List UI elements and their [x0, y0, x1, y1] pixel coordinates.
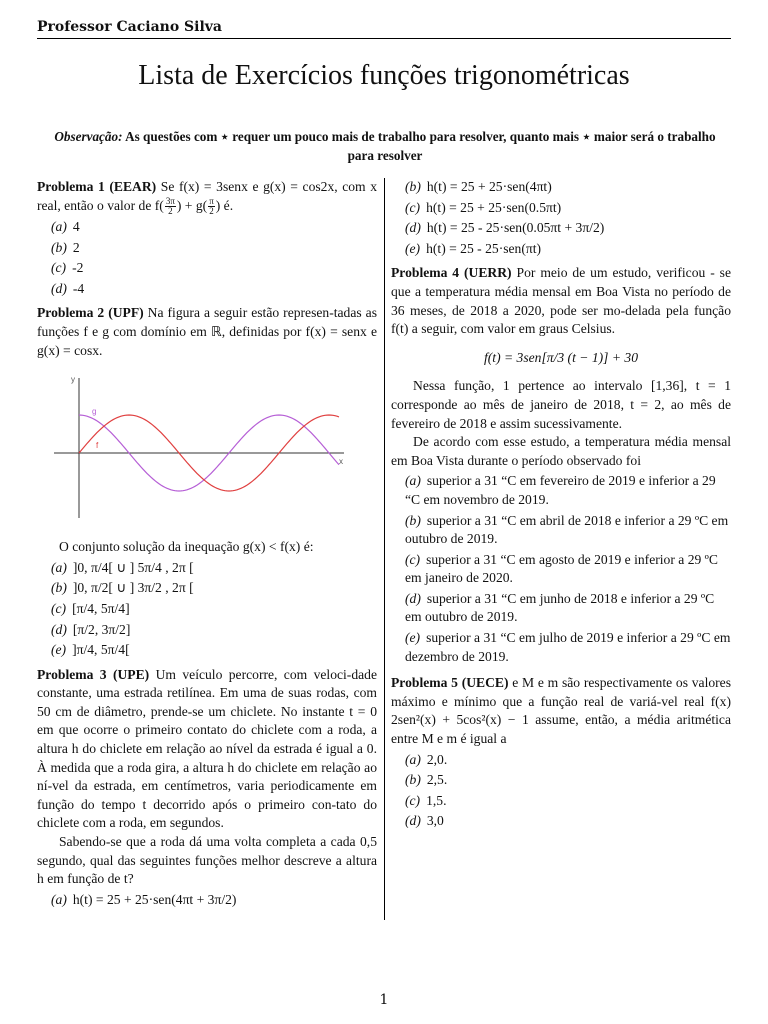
problem-4-text2: Nessa função, 1 pertence ao intervalo [1,36], t = 1 corresponde ao mês de janeiro de 2018, t = 2, ao mês de fevereiro de 2018 e assim sucessivamente.: [391, 378, 731, 431]
option: (b) 2,5.: [405, 772, 448, 788]
problem-5-title: Problema 5: [391, 675, 458, 691]
fraction: $\frac{3\pi}{2}$: [165, 195, 175, 216]
g-label: g: [92, 407, 97, 417]
option: (b) h(t) = 25 + 25·sen(4πt): [405, 179, 552, 194]
option: (e) h(t) = 25 - 25·sen(πt): [405, 240, 542, 256]
problem-4-source: (UERR): [464, 265, 512, 281]
f-label: f: [96, 441, 99, 451]
sine-cosine-figure: [49, 368, 349, 528]
problem-1-title: Problema 1: [37, 179, 105, 194]
option: (d) -4: [51, 280, 85, 296]
option: (c) [π/4, 5π/4]: [51, 600, 130, 616]
problem-1-source: (EEAR): [109, 179, 157, 194]
option: (b) 2: [51, 239, 80, 255]
right-column: [391, 178, 731, 831]
option: (d) h(t) = 25 - 25·sen(0.05πt + 3π/2): [405, 220, 605, 236]
option: (c) 1,5.: [405, 792, 447, 808]
author-name: Professor Caciano Silva: [37, 19, 222, 35]
problem-4-title: Problema 4: [391, 265, 460, 281]
temperature-equation: f(t) = 3sen[π/3 (t − 1)] + 30: [483, 349, 639, 365]
problem-4-text: Por meio de um estudo, verificou - se que a temperatura média mensal em Boa Vista no período de 36 meses, de 2018 a 2020, pode ser mo-delada pela função f(t) a seguir, com valor em graus Celsius.: [391, 265, 731, 337]
option: (e) ]π/4, 5π/4[: [51, 642, 130, 658]
problem-3-title: Problema 3: [37, 666, 107, 682]
problem-2-title: Problema 2: [37, 305, 105, 321]
problem-5: [391, 674, 731, 831]
option: (d) 3,0: [405, 813, 444, 829]
option: (e) superior a 31 “C em julho de 2019 e inferior a 29 ºC em dezembro de 2019.: [405, 630, 731, 664]
option: (a) superior a 31 “C em fevereiro de 2019 e inferior a 29 “C em novembro de 2019.: [405, 473, 716, 507]
problem-1-text-a: Se f(x) = 3senx e g(x) = cos2x, com x real, então o valor de f(: [37, 179, 378, 213]
column-divider: [384, 178, 385, 920]
observation-text: As questões com ⋆ requer um pouco mais de trabalho para resolver, quanto mais ⋆ maior será o trabalho para resolver: [125, 129, 716, 163]
problem-1-text-b: ) + g(: [176, 197, 208, 213]
document-title: Lista de Exercícios funções trigonométricas: [138, 60, 630, 91]
option: (c) h(t) = 25 + 25·sen(0.5πt): [405, 199, 562, 215]
option: (a) h(t) = 25 + 25·sen(4πt + 3π/2): [51, 891, 237, 907]
option: (a) 4: [51, 218, 80, 234]
page-number: 1: [379, 992, 389, 1008]
option: (c) superior a 31 “C em agosto de 2019 e inferior a 29 ºC em janeiro de 2020.: [405, 551, 718, 586]
problem-2-text: Na figura a seguir estão represen-tadas as funções f e g com domínio em ℝ, definidas por f(x) = senx e g(x) = cosx.: [37, 305, 377, 358]
option: (b) ]0, π/2[ ∪ ] 3π/2 , 2π [: [51, 580, 194, 596]
problem-4: [391, 264, 731, 666]
problem-3-text: Um veículo percorre, com veloci-dade constante, uma estrada retilínea. Em uma de suas rodas, com 50 cm de diâmetro, prende-se um chiclete. No instante t = 0 em que ocorre o primeiro contato do chiclete com a roda, a altura h do chiclete em relação ao nível da estrada é igual a 0. À medida que a roda gira, a altura h do chiclete em relação ao ní-vel da estrada, em centímetros, varia periodicamente em função do tempo t decorrido após o primeiro con-tato do chiclete com a roda, em segundos.: [37, 666, 377, 831]
trig-graph: [49, 368, 349, 528]
problem-5-source: (UECE): [461, 675, 509, 691]
option: (b) superior a 31 “C em abril de 2018 e inferior a 29 ºC em outubro de 2019.: [405, 512, 729, 547]
problem-2-source: (UPF): [108, 305, 144, 321]
page-header: [37, 16, 731, 39]
option: (a) ]0, π/4[ ∪ ] 5π/4 , 2π [: [51, 559, 194, 575]
fraction: $\frac{\pi}{2}$: [209, 195, 214, 216]
problem-3-text2: Sabendo-se que a roda dá uma volta completa a cada 0,5 segundo, qual das seguintes funções melhor descreve a altura h em função de t?: [37, 834, 377, 887]
problem-1: [37, 178, 377, 298]
y-axis-label: y: [71, 375, 75, 385]
problem-3: [37, 666, 377, 910]
option: (a) 2,0.: [405, 751, 448, 767]
option: (d) superior a 31 “C em junho de 2018 e inferior a 29 ºC em outubro de 2019.: [405, 590, 715, 625]
observation-label: Observação:: [54, 129, 123, 144]
problem-4-text3: De acordo com esse estudo, a temperatura média mensal em Boa Vista durante o período observado foi: [391, 434, 731, 468]
problem-2: [37, 304, 377, 659]
option: (c) -2: [51, 260, 84, 276]
problem-5-text: e M e m são respectivamente os valores máximo e mínimo que a função real de variá-vel real f(x) 2sen²(x) + 5cos²(x) − 1 assume, então, a média aritmética entre M e m é igual a: [391, 675, 731, 747]
observation-note: [45, 127, 725, 165]
problem-3-source: (UPE): [112, 666, 150, 682]
option: (d) [π/2, 3π/2]: [51, 621, 131, 637]
problem-2-question: O conjunto solução da inequação g(x) < f(x) é:: [59, 539, 314, 555]
x-axis-label: x: [339, 457, 343, 467]
left-column: [37, 178, 377, 909]
problem-1-text-c: ) é.: [215, 197, 234, 213]
